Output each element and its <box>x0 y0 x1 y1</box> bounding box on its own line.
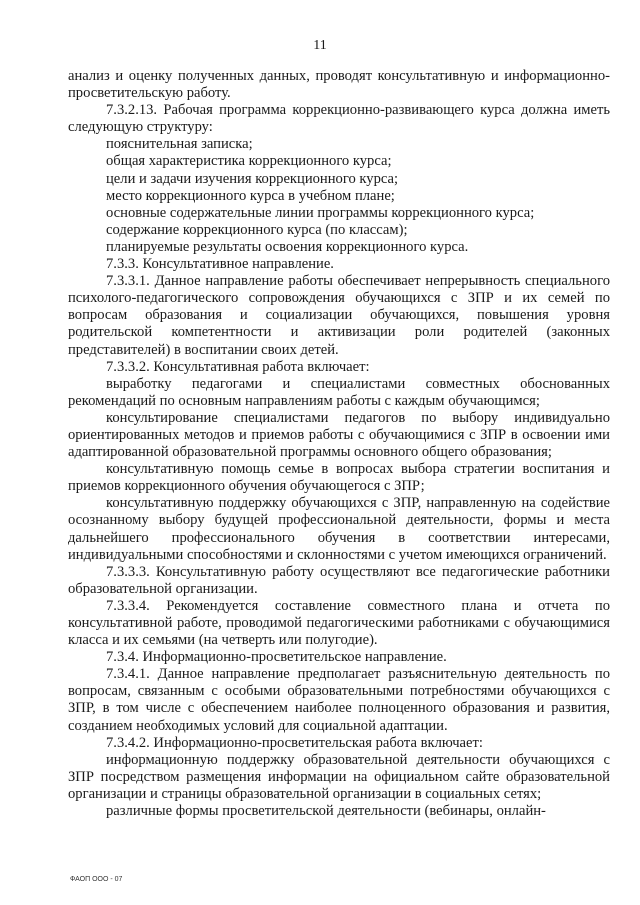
paragraph: информационную поддержку образовательной деятельности обучающихся с ЗПР посредством размещения информации на официальном сайте образовательной организации и страницы образовательной организации в социальных сетях; <box>68 751 610 802</box>
document-body <box>68 68 610 820</box>
paragraph: 7.3.3.1. Данное направление работы обеспечивает непрерывность специального психолого-педагогического сопровождения обучающихся с ЗПР и их семей по вопросам образования и социализации обучающихся, повышения уровня родительской компетентности и активизации роли родителей (законных представителей) в воспитании своих детей. <box>68 273 610 358</box>
section-heading: 7.3.3. Консультативное направление. <box>106 256 334 273</box>
paragraph: консультирование специалистами педагогов по выбору индивидуально ориентированных методов и приемов работы с обучающимися с ЗПР в освоении ими адаптированной образовательной программы основного общего образования; <box>68 409 610 461</box>
paragraph: консультативную поддержку обучающихся с ЗПР, направленную на содействие осознанному выбору будущей профессиональной деятельности, формы и места дальнейшего профессионального обучения в соответствии интересами, индивидуальными способностями и склонностями с учетом имеющихся ограничений. <box>68 495 610 563</box>
paragraph: выработку педагогами и специалистами совместных обоснованных рекомендаций по основным направлениям работы с каждым обучающимся; <box>68 375 610 409</box>
list-item: основные содержательные линии программы коррекционного курса; <box>106 204 535 221</box>
list-item: место коррекционного курса в учебном плане; <box>106 187 395 204</box>
paragraph: 7.3.3.2. Консультативная работа включает: <box>106 358 370 375</box>
paragraph: 7.3.3.3. Консультативную работу осуществляют все педагогические работники образовательной организации. <box>68 563 610 597</box>
paragraph: 7.3.3.4. Рекомендуется составление совместного плана и отчета по консультативной работе, проводимой педагогическими работниками с обучающимися класса и их семьями (на четверть или полугодие). <box>68 597 610 649</box>
list-item: содержание коррекционного курса (по классам); <box>106 221 408 238</box>
list-item: пояснительная записка; <box>106 136 253 153</box>
section-heading: 7.3.4. Информационно-просветительское направление. <box>106 649 447 666</box>
list-item: планируемые результаты освоения коррекционного курса. <box>106 238 469 255</box>
list-item: цели и задачи изучения коррекционного курса; <box>106 170 399 187</box>
list-item: общая характеристика коррекционного курса; <box>106 153 392 170</box>
page-number: 11 <box>313 38 327 53</box>
paragraph: 7.3.2.13. Рабочая программа коррекционно-развивающего курса должна иметь следующую структуру: <box>68 102 610 136</box>
paragraph: анализ и оценку полученных данных, проводят консультативную и информационно-просветительскую работу. <box>68 68 610 102</box>
page-footer: ФАОП ООО - 07 <box>70 876 123 883</box>
paragraph: 7.3.4.1. Данное направление предполагает разъяснительную деятельность по вопросам, связанным с особыми образовательными потребностями обучающихся с ЗПР, в том числе с обеспечением наиболее полноценного образования и развития, созданием необходимых условий для социальной адаптации. <box>68 666 610 734</box>
paragraph: 7.3.4.2. Информационно-просветительская работа включает: <box>106 734 483 751</box>
paragraph: консультативную помощь семье в вопросах выбора стратегии воспитания и приемов коррекционного обучения обучающегося с ЗПР; <box>68 461 610 495</box>
paragraph: различные формы просветительской деятельности (вебинары, онлайн- <box>106 803 546 820</box>
